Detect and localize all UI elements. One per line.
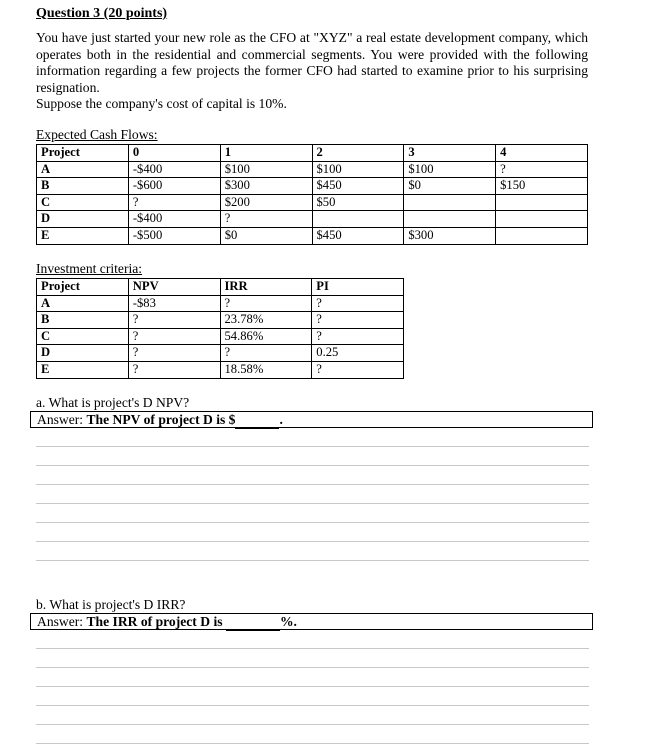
table-row [37, 361, 404, 378]
table-row [37, 161, 588, 178]
table-cell: A [37, 295, 129, 312]
writing-line [36, 743, 589, 744]
table-cell [496, 227, 588, 244]
question-title: Question 3 (20 points) [36, 6, 168, 21]
table-cell: $100 [312, 161, 404, 178]
table-cell: C [37, 194, 129, 211]
intro-paragraph: You have just started your new role as the CFO at "XYZ" a real estate development company, which operates both in the residential and commercial segments. You were provided with the following information regarding a few projects the former CFO had started to examine prior to his surprising resignation. [36, 30, 588, 95]
table-row [37, 227, 588, 244]
table-cell: ? [312, 312, 404, 329]
table-cell: $300 [404, 227, 496, 244]
writing-line [36, 560, 589, 561]
answer-a-box[interactable] [30, 411, 593, 428]
writing-line [36, 686, 589, 687]
header-cell: 4 [496, 145, 588, 162]
header-cell: IRR [220, 279, 312, 296]
answer-b-label: Answer: [37, 614, 87, 629]
cost-of-capital-text: Suppose the company's cost of capital is 10%. [36, 96, 287, 111]
cash-flows-caption: Expected Cash Flows: [36, 127, 158, 142]
table-cell: 54.86% [220, 328, 312, 345]
table-cell [496, 211, 588, 228]
table-cell: 18.58% [220, 361, 312, 378]
answer-a-end: . [279, 412, 283, 427]
table-cell: D [37, 211, 129, 228]
cash-flows-header-row [37, 145, 588, 162]
criteria-caption: Investment criteria: [36, 261, 143, 276]
question-a-prompt: a. What is project's D NPV? [36, 395, 190, 410]
table-row [37, 345, 404, 362]
answer-b-blank[interactable] [226, 614, 280, 631]
header-cell: Project [37, 145, 129, 162]
writing-line [36, 446, 589, 447]
header-cell: NPV [128, 279, 220, 296]
table-cell: $100 [220, 161, 312, 178]
answer-b-end: %. [279, 614, 297, 629]
answer-a-label: Answer: [37, 412, 87, 427]
table-row [37, 312, 404, 329]
table-cell: A [37, 161, 129, 178]
table-cell [496, 194, 588, 211]
table-cell: -$400 [128, 211, 220, 228]
table-cell: $0 [220, 227, 312, 244]
table-row [37, 295, 404, 312]
table-cell: ? [128, 194, 220, 211]
table-cell: D [37, 345, 129, 362]
table-cell: E [37, 361, 129, 378]
header-cell: PI [312, 279, 404, 296]
table-cell [312, 211, 404, 228]
writing-line [36, 522, 589, 523]
header-cell: 1 [220, 145, 312, 162]
table-cell: ? [496, 161, 588, 178]
header-cell: 3 [404, 145, 496, 162]
writing-line [36, 541, 589, 542]
table-cell: ? [312, 295, 404, 312]
table-cell: $450 [312, 178, 404, 195]
table-cell: B [37, 178, 129, 195]
answer-b-box[interactable] [30, 613, 593, 630]
answer-a-blank[interactable] [235, 412, 279, 429]
table-cell: -$500 [128, 227, 220, 244]
table-cell: ? [312, 328, 404, 345]
table-cell: ? [312, 361, 404, 378]
table-row [37, 178, 588, 195]
table-cell: ? [128, 328, 220, 345]
table-row [37, 211, 588, 228]
table-cell: ? [220, 211, 312, 228]
table-cell: E [37, 227, 129, 244]
table-cell: $0 [404, 178, 496, 195]
table-cell: -$600 [128, 178, 220, 195]
table-cell: $100 [404, 161, 496, 178]
table-cell: 0.25 [312, 345, 404, 362]
table-cell: ? [128, 345, 220, 362]
table-cell: ? [220, 345, 312, 362]
table-cell: $300 [220, 178, 312, 195]
writing-line [36, 648, 589, 649]
table-row [37, 328, 404, 345]
table-cell: ? [128, 312, 220, 329]
table-cell: 23.78% [220, 312, 312, 329]
table-cell: $450 [312, 227, 404, 244]
writing-line [36, 705, 589, 706]
question-b-prompt: b. What is project's D IRR? [36, 597, 186, 612]
header-cell: Project [37, 279, 129, 296]
table-cell [404, 194, 496, 211]
answer-a-text: The NPV of project D is $ [86, 412, 236, 427]
table-cell: $50 [312, 194, 404, 211]
table-cell: ? [128, 361, 220, 378]
table-cell: ? [220, 295, 312, 312]
criteria-header-row [37, 279, 404, 296]
table-cell: $200 [220, 194, 312, 211]
table-cell [404, 211, 496, 228]
criteria-table [36, 278, 404, 379]
writing-line [36, 484, 589, 485]
writing-line [36, 465, 589, 466]
table-cell: $150 [496, 178, 588, 195]
writing-line [36, 724, 589, 725]
table-cell: C [37, 328, 129, 345]
table-cell: B [37, 312, 129, 329]
table-cell: -$83 [128, 295, 220, 312]
table-row [37, 194, 588, 211]
cash-flows-table [36, 144, 588, 245]
writing-line [36, 503, 589, 504]
answer-b-text: The IRR of project D is [86, 614, 223, 629]
header-cell: 2 [312, 145, 404, 162]
table-cell: -$400 [128, 161, 220, 178]
writing-line [36, 667, 589, 668]
header-cell: 0 [128, 145, 220, 162]
